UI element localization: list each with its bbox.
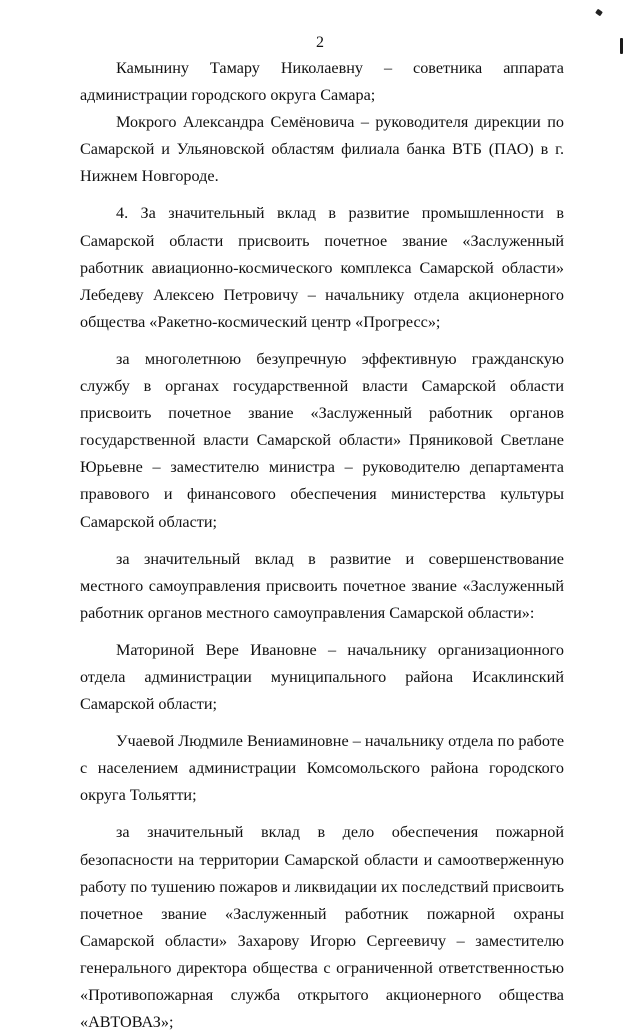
paragraph: за многолетнюю безупречную эффективную гражданскую службу в органах государственной власти Самарской области присвоить почетное звание «Заслуженный работник органов государственной власти Самарской области» Пряниковой Светлане Юрьевне – заместителю министра – руководителю департамента правового и финансового обеспечения министерства культуры Самарской области; [80, 349, 564, 531]
paragraph: Маториной Вере Ивановне – начальнику организационного отдела администрации муниципального района Исаклинский Самарской области; [80, 640, 564, 714]
paragraph: Камынину Тамару Николаевну – советника аппарата администрации городского округа Самара; [80, 59, 564, 105]
paragraph: 4. За значительный вклад в развитие промышленности в Самарской области присвоить почетное звание «Заслуженный работник авиационно-космического комплекса Самарской области» Лебедеву Алексею Петровичу – начальнику отдела акционерного общества «Ракетно-космический центр «Прогресс»; [80, 204, 564, 331]
paragraph: Учаевой Людмиле Вениаминовне – начальнику отдела по работе с населением администрации Комсомольского района городского округа Тольятти; [80, 732, 564, 805]
page-number: 2 [316, 34, 324, 51]
paragraph: за значительный вклад в развитие и совершенствование местного самоуправления присвоить почетное звание «Заслуженный работник органов местного самоуправления Самарской области»: [80, 549, 564, 622]
paragraph: за значительный вклад в дело обеспечения пожарной безопасности на территории Самарской области и самоотверженную работу по тушению пожаров и ликвидации их последствий присвоить почетное звание «Заслуженный работник пожарной охраны Самарской области» Захарову Игорю Сергеевичу – заместителю генерального директора общества с ограниченной ответственностью «Противопожарная служба открытого акционерного общества «АВТОВАЗ»; [80, 823, 565, 1032]
document-body [80, 55, 564, 1036]
scan-speck [595, 9, 603, 17]
paragraph: Мокрого Александра Семёновича – руководителя дирекции по Самарской и Ульяновской областям филиала банка ВТБ (ПАО) в г. Нижнем Новгороде. [80, 113, 564, 186]
